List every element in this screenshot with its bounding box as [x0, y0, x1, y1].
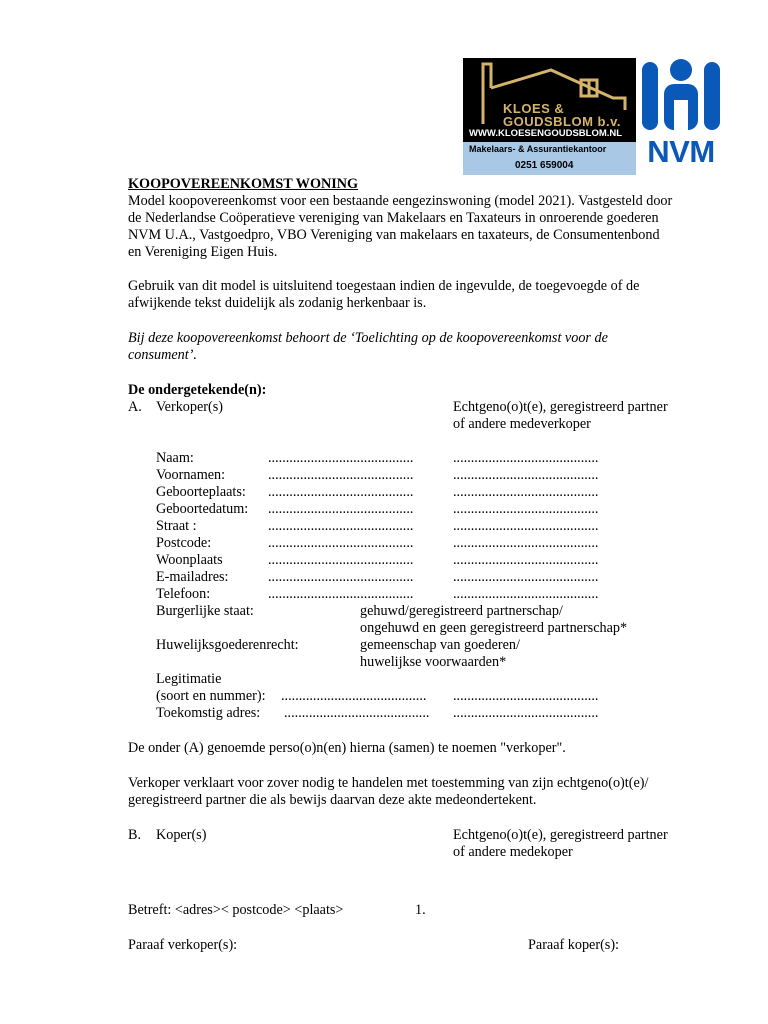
kloes-website: WWW.KLOESENGOUDSBLOM.NL [469, 128, 623, 139]
field-label-emailadres: E-mailadres: [156, 569, 229, 585]
nvm-emblem-icon [640, 58, 722, 134]
kloes-name-line2: GOUDSBLOM b.v. [503, 114, 621, 129]
kloes-phone: 0251 659004 [515, 160, 574, 171]
intro-line-4: en Vereniging Eigen Huis. [128, 244, 278, 260]
fill-seller-geboortedatum[interactable]: ......................................... [268, 501, 414, 517]
fill-partner-future-address[interactable]: ......................................... [453, 705, 599, 721]
fill-seller-telefoon[interactable]: ......................................... [268, 586, 414, 602]
field-label-woonplaats: Woonplaats [156, 552, 223, 568]
signatories-heading: De ondergetekende(n): [128, 382, 267, 398]
civil-status-label: Burgerlijke staat: [156, 603, 254, 619]
section-a-partner-line1: Echtgeno(o)t(e), geregistreerd partner [453, 399, 668, 415]
seller-definition: De onder (A) genoemde perso(o)n(en) hierna (samen) te noemen "verkoper". [128, 740, 566, 756]
section-a-marker: A. [128, 399, 142, 415]
fill-seller-woonplaats[interactable]: ......................................... [268, 552, 414, 568]
note-line-1: Bij deze koopovereenkomst behoort de ‘Toelichting op de koopovereenkomst voor de [128, 330, 608, 346]
field-label-postcode: Postcode: [156, 535, 212, 551]
note-line-2: consument’. [128, 347, 197, 363]
consent-line-2: geregistreerd partner die als bewijs daarvan deze akte medeondertekent. [128, 792, 537, 808]
footer-initials-seller: Paraaf verkoper(s): [128, 937, 238, 953]
fill-seller-geboorteplaats[interactable]: ......................................... [268, 484, 414, 500]
fill-partner-telefoon[interactable]: ......................................... [453, 586, 599, 602]
identification-label2: (soort en nummer): [156, 688, 266, 704]
footer-page-number: 1. [415, 902, 426, 918]
fill-partner-woonplaats[interactable]: ......................................... [453, 552, 599, 568]
nvm-text: NVM [647, 134, 715, 169]
field-label-naam: Naam: [156, 450, 194, 466]
marital-property-label: Huwelijksgoederenrecht: [156, 637, 299, 653]
fill-partner-geboortedatum[interactable]: ......................................... [453, 501, 599, 517]
fill-seller-naam[interactable]: ......................................... [268, 450, 414, 466]
kloes-goudsblom-logo [463, 58, 636, 175]
civil-status-option2: ongehuwd en geen geregistreerd partnerschap* [360, 620, 628, 636]
civil-status-option1: gehuwd/geregistreerd partnerschap/ [360, 603, 563, 619]
intro-line-1: Model koopovereenkomst voor een bestaande eengezinswoning (model 2021). Vastgesteld door [128, 193, 673, 209]
section-b-label: Koper(s) [156, 827, 207, 843]
field-label-voornamen: Voornamen: [156, 467, 226, 483]
document-title: KOOPOVEREENKOMST WONING [128, 176, 359, 192]
fill-seller-future-address[interactable]: ......................................... [284, 705, 430, 721]
consent-line-1: Verkoper verklaart voor zover nodig te handelen met toestemming van zijn echtgeno(o)t(e)/ [128, 775, 649, 791]
footer-subject: Betreft: <adres>< postcode> <plaats> [128, 902, 344, 918]
fill-seller-postcode[interactable]: ......................................... [268, 535, 414, 551]
field-label-geboortedatum: Geboortedatum: [156, 501, 249, 517]
footer-initials-buyer: Paraaf koper(s): [528, 937, 619, 953]
fill-partner-identification[interactable]: ......................................... [453, 688, 599, 704]
fill-seller-emailadres[interactable]: ......................................... [268, 569, 414, 585]
intro-line-2: de Nederlandse Coöperatieve vereniging van Makelaars en Taxateurs in onroerende goederen [128, 210, 659, 226]
nvm-logo [640, 58, 722, 171]
section-b-marker: B. [128, 827, 142, 843]
fill-partner-straat[interactable]: ......................................... [453, 518, 599, 534]
fill-partner-geboorteplaats[interactable]: ......................................... [453, 484, 599, 500]
field-label-straat: Straat : [156, 518, 197, 534]
section-a-label: Verkoper(s) [156, 399, 223, 415]
kloes-name-line1: KLOES & [503, 101, 565, 116]
fill-partner-voornamen[interactable]: ......................................... [453, 467, 599, 483]
fill-seller-straat[interactable]: ......................................... [268, 518, 414, 534]
field-label-telefoon: Telefoon: [156, 586, 211, 602]
field-label-geboorteplaats: Geboorteplaats: [156, 484, 246, 500]
marital-property-option2: huwelijkse voorwaarden* [360, 654, 507, 670]
usage-line-1: Gebruik van dit model is uitsluitend toegestaan indien de ingevulde, de toegevoegde of de [128, 278, 640, 294]
marital-property-option1: gemeenschap van goederen/ [360, 637, 520, 653]
fill-seller-identification[interactable]: ......................................... [281, 688, 427, 704]
intro-line-3: NVM U.A., Vastgoedpro, VBO Vereniging van makelaars en taxateurs, de Consumentenbond [128, 227, 660, 243]
identification-label1: Legitimatie [156, 671, 222, 687]
fill-partner-emailadres[interactable]: ......................................... [453, 569, 599, 585]
fill-partner-postcode[interactable]: ......................................... [453, 535, 599, 551]
kloes-subtitle: Makelaars- & Assurantiekantoor [469, 144, 607, 154]
fill-partner-naam[interactable]: ......................................... [453, 450, 599, 466]
usage-line-2: afwijkende tekst duidelijk als zodanig herkenbaar is. [128, 295, 427, 311]
section-a-partner-line2: of andere medeverkoper [453, 416, 591, 432]
section-b-partner-line2: of andere medekoper [453, 844, 573, 860]
section-b-partner-line1: Echtgeno(o)t(e), geregistreerd partner [453, 827, 668, 843]
fill-seller-voornamen[interactable]: ......................................... [268, 467, 414, 483]
future-address-label: Toekomstig adres: [156, 705, 261, 721]
